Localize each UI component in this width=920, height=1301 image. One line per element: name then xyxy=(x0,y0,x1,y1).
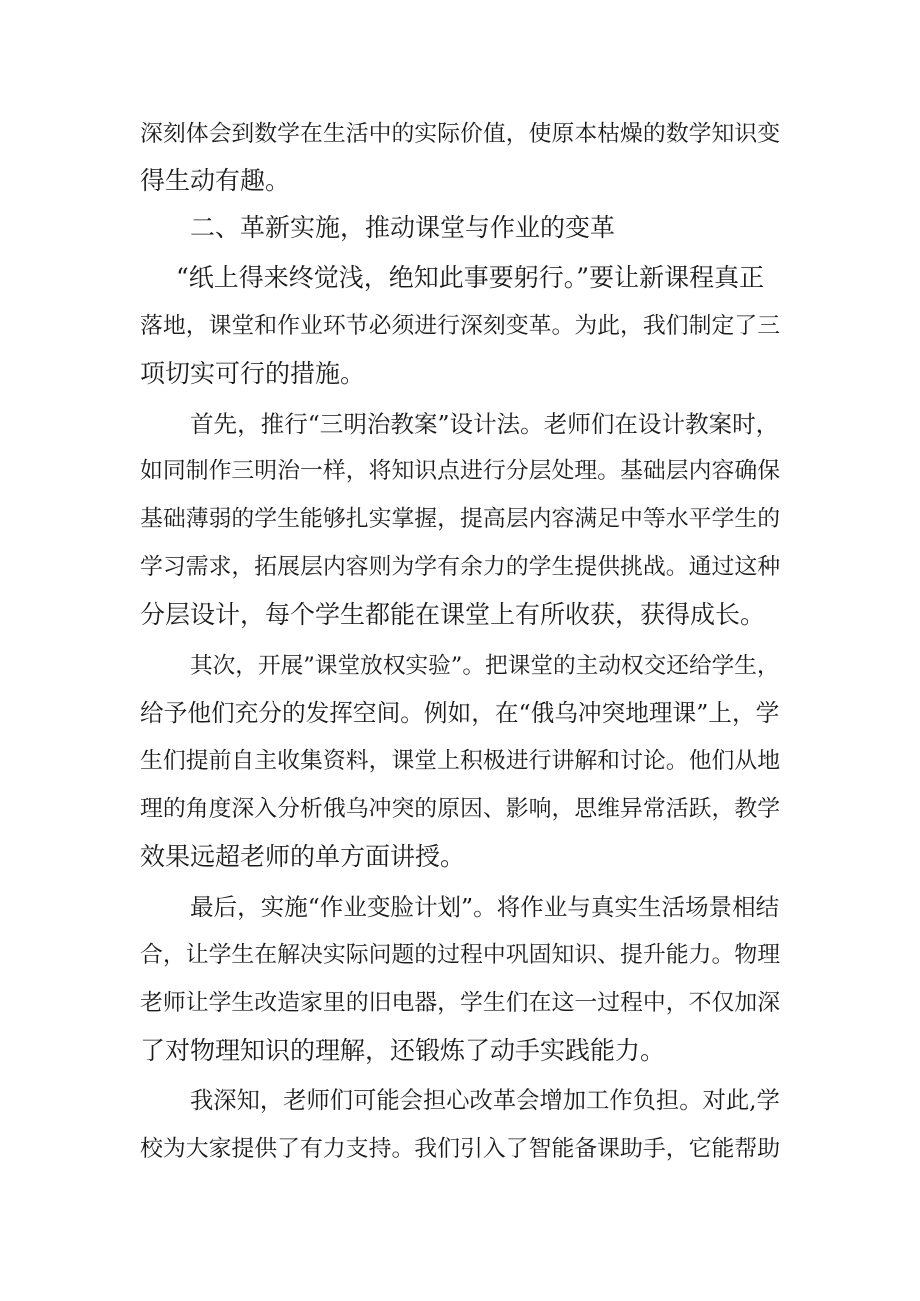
paragraph-line: 其次，开展”课堂放权实验”。把课堂的主动权交还给学生， xyxy=(190,653,780,679)
paragraph-line: 落地，课堂和作业环节必须进行深刻变革。为此，我们制定了三 xyxy=(140,313,781,339)
paragraph-line: 生们提前自主收集资料，课堂上积极进行讲解和讨论。他们从地 xyxy=(140,748,781,774)
paragraph-line: 老师让学生改造家里的旧电器，学生们在这一过程中，不仅加深 xyxy=(140,990,781,1016)
paragraph-line: 深刻体会到数学在生活中的实际价值，使原本枯燥的数学知识变 xyxy=(140,121,781,147)
paragraph-line: 如同制作三明治一样，将知识点进行分层处理。基础层内容确保 xyxy=(140,458,781,484)
paragraph-line: 最后，实施“作业变脸计划”。将作业与真实生活场景相结 xyxy=(190,893,780,921)
paragraph-line: 了对物理知识的理解，还锻炼了动手实践能力。 xyxy=(140,1036,666,1065)
paragraph-line: “纸上得来终觉浅，绝知此事要躬行。”要让新课程真正 xyxy=(176,263,765,292)
paragraph-line: 基础薄弱的学生能够扎实掌握，提高层内容满足中等水平学生的 xyxy=(140,506,781,532)
paragraph-line: 得生动有趣。 xyxy=(140,166,291,195)
paragraph-line: 校为大家提供了有力支持。我们引入了智能备课助手，它能帮助 xyxy=(140,1136,781,1162)
paragraph-line: 分层设计，每个学生都能在课堂上有所收获，获得成长。 xyxy=(140,600,766,629)
paragraph-line: 首先，推行“三明治教案”设计法。老师们在设计教案时， xyxy=(190,410,780,438)
paragraph-line: 项切实可行的措施。 xyxy=(140,359,366,388)
paragraph-line: 给予他们充分的发挥空间。例如，在“俄乌冲突地理课”上，学 xyxy=(140,699,780,727)
section-heading: 二、革新实施，推动课堂与作业的变革 xyxy=(190,213,616,242)
paragraph-line: 合，让学生在解决实际问题的过程中巩固知识、提升能力。物理 xyxy=(140,942,781,968)
paragraph-line: 学习需求，拓展层内容则为学有余力的学生提供挑战。通过这种 xyxy=(140,554,781,580)
paragraph-line: 效果远超老师的单方面讲授。 xyxy=(140,842,466,871)
paragraph-line: 理的角度深入分析俄乌冲突的原因、影响，思维异常活跃，教学 xyxy=(140,796,781,822)
paragraph-line: 我深知，老师们可能会担心改革会增加工作负担。对此,学 xyxy=(190,1087,780,1114)
